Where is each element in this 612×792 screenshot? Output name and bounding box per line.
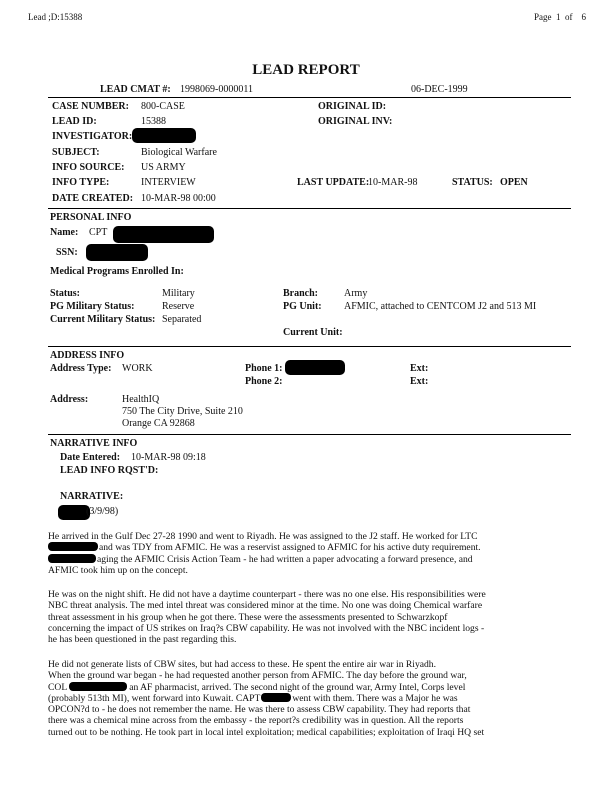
narrative-text: went with them. There was a Major he was (292, 692, 458, 704)
narrative-text: (probably 513th MI), went forward into Kuwait. CAPT (48, 692, 261, 704)
case-number-label: CASE NUMBER: (52, 101, 129, 112)
lead-info-rqstd-label: LEAD INFO RQST'D: (60, 465, 159, 476)
narrative-line: NBC threat analysis. The med intel threat was considered minor at the time. No one was doing Chemical warfare (48, 600, 483, 612)
name-label: Name: (50, 227, 79, 238)
page-label: Page (534, 12, 552, 22)
original-id-label: ORIGINAL ID: (318, 101, 387, 112)
page-num: 1 (556, 12, 561, 22)
page-number (534, 12, 586, 22)
narrative-line: He did not generate lists of CBW sites, but had access to these. He spent the entire air war in Riyadh. (48, 659, 437, 670)
narrative-text: aging the AFMIC Crisis Action Team - he had written a paper advocating a forward presence, and (97, 553, 473, 565)
subject-label: SUBJECT: (52, 147, 100, 158)
date-created: 10-MAR-98 00:00 (141, 193, 216, 204)
narrative-line: turned out to be nothing. He took part in local intel exploitation; medical capabilities; exploitation of Iraqi HQ set (48, 726, 485, 738)
current-unit-label: Current Unit: (283, 327, 343, 338)
redaction-phone (285, 360, 345, 375)
info-source: US ARMY (141, 162, 186, 173)
last-update: 10-MAR-98 (368, 177, 418, 188)
address-line1: HealthIQ (122, 394, 160, 405)
pg-unit-label: PG Unit: (283, 301, 322, 312)
narrative-paragraph-3 (48, 659, 572, 738)
ext2-label: Ext: (410, 376, 429, 387)
narrative-date: (3/9/98) (86, 506, 119, 517)
subject: Biological Warfare (141, 147, 217, 158)
branch-label: Branch: (283, 288, 318, 299)
status-label: Status: (50, 288, 81, 299)
redaction-inline (48, 542, 98, 551)
ssn-label: SSN: (56, 247, 78, 258)
narrative-line (48, 693, 572, 704)
report-title: LEAD REPORT (252, 62, 360, 78)
divider (48, 346, 571, 347)
original-inv-label: ORIGINAL INV: (318, 116, 393, 127)
narrative-line (48, 682, 572, 693)
pg-military-status-label: PG Military Status: (50, 301, 135, 312)
date-entered-label: Date Entered: (60, 452, 121, 463)
narrative-line: threat assessment in his group when he got there. These were the assessments presented to Schwarzkopf (48, 611, 448, 623)
pg-unit: AFMIC, attached to CENTCOM J2 and 513 MI (344, 301, 537, 312)
ext1-label: Ext: (410, 363, 429, 374)
cmat-value: 1998069-0000011 (180, 84, 253, 95)
info-source-label: INFO SOURCE: (52, 162, 125, 173)
narrative-paragraph-1 (48, 531, 572, 576)
narrative-line: there was a chemical mine across from the embassy - the report?s credibility was in question. All the reports (48, 715, 464, 727)
narrative-line (48, 542, 572, 553)
narrative-paragraph-2 (48, 589, 572, 645)
status-label: STATUS: (452, 177, 493, 188)
info-type-label: INFO TYPE: (52, 177, 110, 188)
narrative-line: OPCON?d to - he does not remember the name. He was there to assess CBW capability. They had reports that (48, 704, 471, 716)
address-type-label: Address Type: (50, 363, 112, 374)
narrative-line (48, 554, 572, 565)
date-created-label: DATE CREATED: (52, 193, 134, 204)
narrative-label: NARRATIVE: (60, 491, 124, 502)
address-line3: Orange CA 92868 (122, 418, 195, 429)
phone1-label: Phone 1: (245, 363, 283, 374)
current-military-status: Separated (162, 314, 202, 325)
redaction-inline (261, 693, 291, 702)
page-total: 6 (581, 12, 586, 22)
address-line2: 750 The City Drive, Suite 210 (122, 406, 243, 417)
address-type: WORK (122, 363, 153, 374)
medical-programs-label: Medical Programs Enrolled In: (50, 266, 184, 277)
narrative-line: AFMIC took him up on the concept. (48, 564, 188, 576)
case-number: 800-CASE (141, 101, 185, 112)
redaction-ssn (86, 244, 148, 261)
info-type: INTERVIEW (141, 177, 196, 188)
narrative-text: COL (48, 681, 68, 693)
last-update-label: LAST UPDATE: (297, 177, 370, 188)
divider (48, 434, 571, 435)
status-value: Military (162, 288, 195, 299)
name-prefix: CPT (89, 227, 108, 238)
redaction-inline (48, 554, 96, 563)
address-info-heading: ADDRESS INFO (50, 350, 125, 361)
address-label: Address: (50, 394, 89, 405)
narrative-line: He arrived in the Gulf Dec 27-28 1990 and went to Riyadh. He was assigned to the J2 staff. He worked for LTC (48, 531, 478, 542)
page-lead-id: Lead ;D:15388 (28, 12, 83, 22)
cmat-label: LEAD CMAT #: (100, 84, 171, 95)
narrative-text: an AF pharmacist, arrived. The second night of the ground war, Army Intel, Corps level (129, 681, 466, 693)
redaction-investigator (132, 128, 196, 143)
lead-id-label: LEAD ID: (52, 116, 97, 127)
narrative-line: concerning the impact of US strikes on Iraq?s CBW capability. He was not involved with the NBC incident logs - (48, 622, 485, 634)
investigator-label: INVESTIGATOR: (52, 131, 133, 142)
phone2-label: Phone 2: (245, 376, 283, 387)
narrative-text: and was TDY from AFMIC. He was a reservist assigned to AFMIC for his active duty requirement. (99, 542, 481, 554)
narrative-line: He was on the night shift. He did not have a daytime counterpart - there was no one else. His responsibilities were (48, 589, 486, 600)
narrative-line: When the ground war began - he had requested another person from AFMIC. The day before the ground war, (48, 670, 467, 682)
date-entered: 10-MAR-98 09:18 (131, 452, 206, 463)
redaction-inline (69, 682, 127, 691)
lead-id: 15388 (141, 116, 166, 127)
current-military-status-label: Current Military Status: (50, 314, 156, 325)
redaction-name (113, 226, 214, 243)
divider (48, 208, 571, 209)
page-of: of (565, 12, 573, 22)
status-value: OPEN (500, 177, 528, 188)
personal-info-heading: PERSONAL INFO (50, 212, 132, 223)
branch: Army (344, 288, 368, 299)
narrative-line: he has been questioned in the past regarding this. (48, 634, 237, 646)
divider (48, 97, 571, 98)
narrative-info-heading: NARRATIVE INFO (50, 438, 138, 449)
report-date: 06-DEC-1999 (411, 84, 468, 95)
pg-military-status: Reserve (162, 301, 195, 312)
